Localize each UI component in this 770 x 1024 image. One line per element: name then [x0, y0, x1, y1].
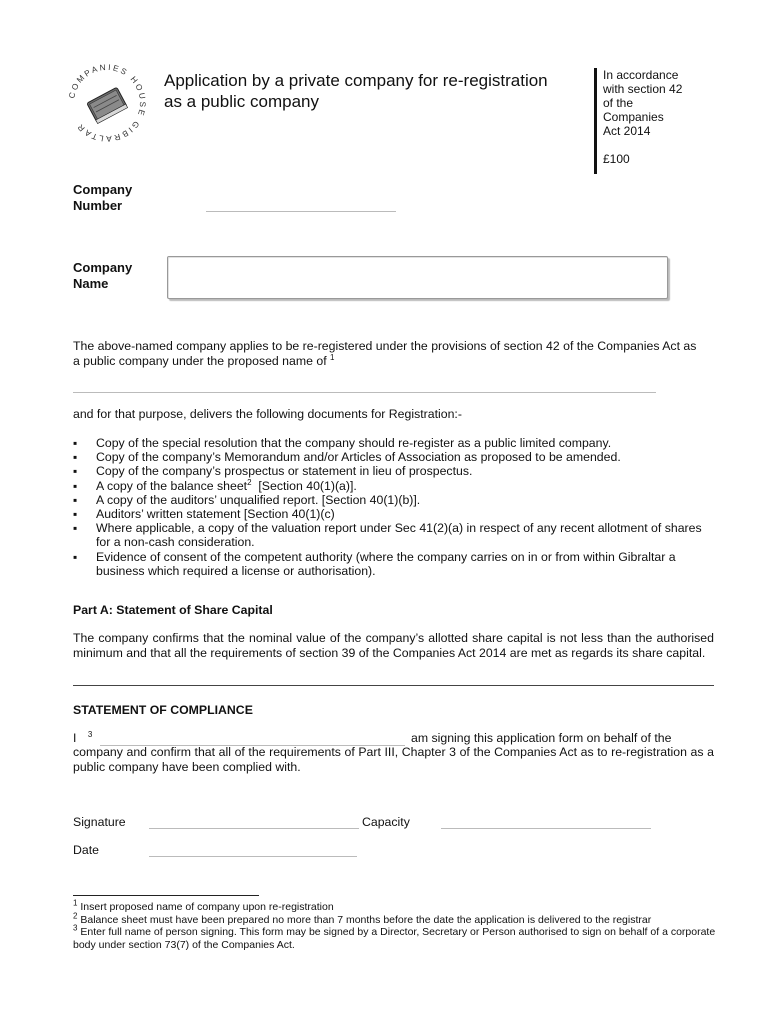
company-name-label: Company Name: [73, 260, 133, 291]
compliance-first-text: am signing this application form on behalf of the: [411, 731, 672, 745]
footnote-ref-3: 3: [87, 729, 93, 739]
side-line: In accordance: [603, 68, 679, 82]
form-title: [164, 70, 584, 112]
footnote-rule: [73, 895, 259, 896]
date-field[interactable]: [149, 842, 357, 857]
proposed-name-field[interactable]: [73, 378, 656, 393]
compliance-rest-text: company and confirm that all of the requirements of Part III, Chapter 3 of the Companies Act as to re-registration as a public company have been complied with.: [73, 745, 714, 774]
footnote-1: $^1$ Insert proposed name of company upon re-registration: [73, 898, 334, 913]
form-title-line-1: Application by a private company for re-registration: [164, 71, 548, 90]
list-item: ▪ Copy of the company’s prospectus or statement in lieu of prospectus.: [73, 464, 713, 478]
company-number-field[interactable]: [206, 196, 396, 212]
part-a-text: The company confirms that the nominal value of the company’s allotted share capital is not less than the authorised minimum and that all the requirements of section 39 of the Companies Act 2014 are met as regards its share capital.: [73, 631, 714, 660]
compliance-line-1: I $^3$: [73, 729, 93, 745]
side-line: Act 2014: [603, 124, 651, 138]
intro-line-1: The above-named company applies to be re-registered under the provisions of section 42 of the Companies Act as: [73, 339, 697, 353]
side-line: Companies: [603, 110, 664, 124]
footnote-2: $^2$ Balance sheet must have been prepared no more than 7 months before the date the application is delivered to the registrar: [73, 911, 652, 926]
footnote-ref-1: 1: [330, 352, 335, 362]
logo-ring-text: COMPANIES HOUSE GIBRALTAR: [67, 62, 148, 144]
capacity-label: Capacity: [362, 815, 410, 829]
side-line: of the: [603, 96, 634, 110]
documents-list: [73, 436, 713, 578]
list-item: ▪ Auditors’ written statement [Section 40(1)(c): [73, 507, 713, 521]
side-info: [603, 68, 723, 166]
footnote-ref-2: 2: [247, 477, 252, 487]
company-number-label: Company Number: [73, 182, 133, 213]
form-title-line-2: as a public company: [164, 92, 319, 111]
intro-paragraph: [73, 339, 738, 368]
side-line: with section 42: [603, 82, 683, 96]
company-name-field[interactable]: [167, 256, 668, 299]
footnotes: [73, 898, 723, 951]
signature-field[interactable]: [149, 814, 359, 829]
list-item: ▪ Copy of the special resolution that the company should re-register as a public limited company.: [73, 436, 713, 450]
signer-name-field[interactable]: [100, 731, 405, 746]
fee: £100: [603, 152, 630, 166]
side-divider: [594, 68, 597, 174]
list-item: ▪ Where applicable, a copy of the valuation report under Sec 41(2)(a) in respect of any recent allotment of shares for a non-cash consideration.: [73, 521, 713, 549]
list-item: ▪ A copy of the auditors’ unqualified report. [Section 40(1)(b)].: [73, 493, 713, 507]
book-seal-icon: [66, 62, 148, 144]
part-a-heading: Part A: Statement of Share Capital: [73, 603, 273, 617]
list-item: ▪ A copy of the balance sheet$^2$ [Section 40(1)(a)].: [73, 479, 713, 493]
section-divider: [73, 685, 714, 686]
list-item: ▪ Copy of the company’s Memorandum and/or Articles of Association as proposed to be amended.: [73, 450, 713, 464]
purpose-text: and for that purpose, delivers the following documents for Registration:-: [73, 407, 462, 421]
footnote-3: $^3$ Enter full name of person signing. This form may be signed by a Director, Secretary or Person authorised to sign on behalf of a corporate body under section 73(7) of the Companies Act.: [73, 923, 716, 951]
list-item: ▪ Evidence of consent of the competent authority (where the company carries on in or from within Gibraltar a business which required a license or authorisation).: [73, 550, 713, 578]
companies-house-logo: [66, 62, 148, 144]
intro-line-2: a public company under the proposed name of $^1$: [73, 352, 335, 368]
capacity-field[interactable]: [441, 814, 651, 829]
date-label: Date: [73, 843, 99, 857]
compliance-heading: STATEMENT OF COMPLIANCE: [73, 703, 253, 717]
signature-label: Signature: [73, 815, 126, 829]
